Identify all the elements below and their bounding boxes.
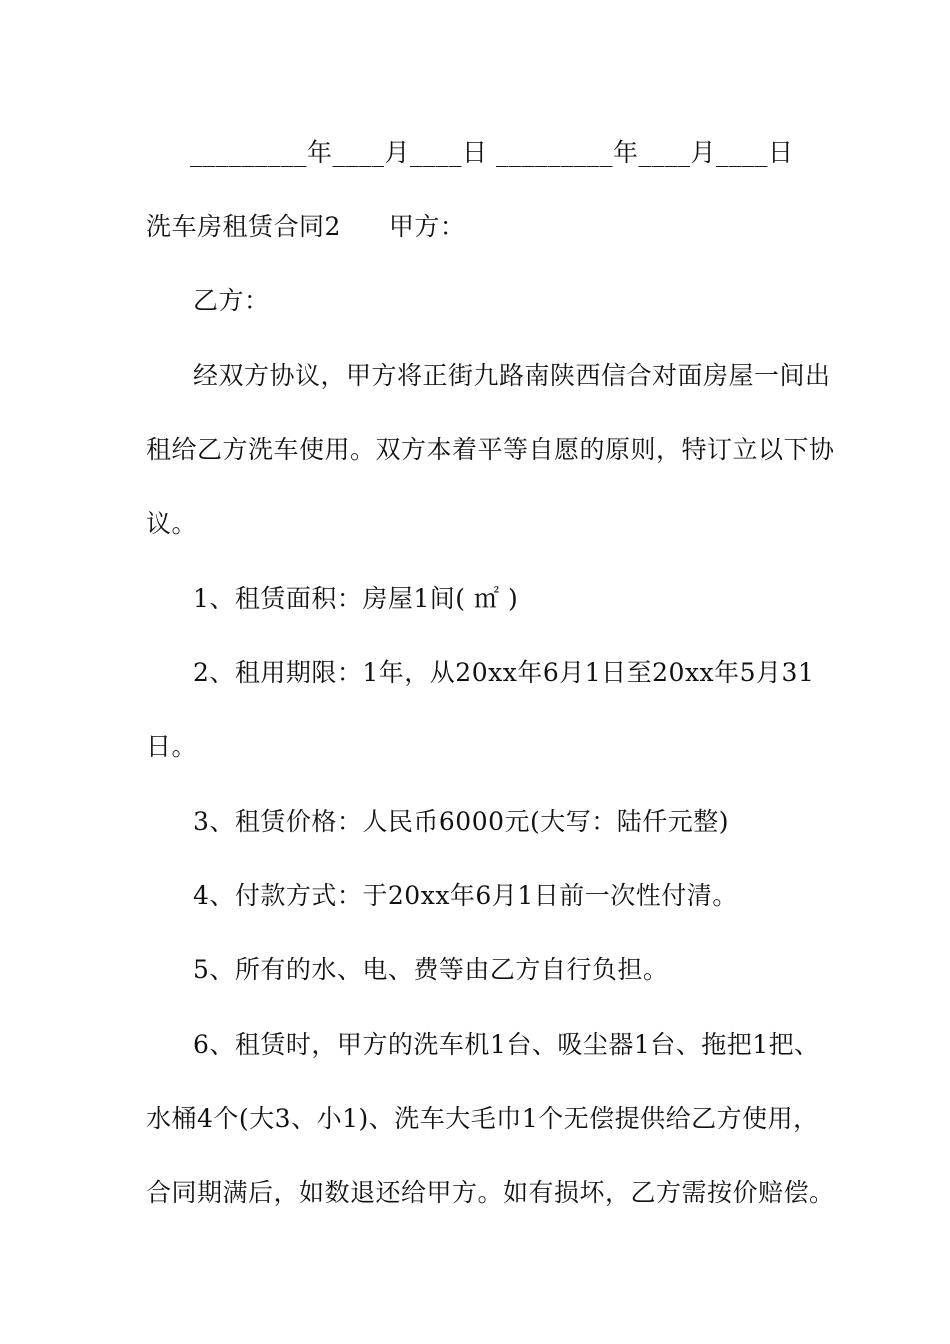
party-b-label: 乙方： (193, 286, 270, 315)
contract-title: 洗车房租赁合同2 (146, 212, 341, 241)
clause-1: 1、租赁面积：房屋1间( ㎡ ) (193, 584, 519, 613)
clause-2-line-1: 2、租用期限：1年，从20xx年6月1日至20xx年5月31 (193, 658, 815, 687)
clause-6-line-1: 6、租赁时，甲方的洗车机1台、吸尘器1台、拖把1把、 (193, 1030, 820, 1059)
clause-3: 3、租赁价格：人民币6000元(大写：陆仟元整) (193, 807, 730, 836)
clause-6-line-3: 合同期满后，如数退还给甲方。如有损坏，乙方需按价赔偿。 (146, 1178, 835, 1207)
intro-line-2: 租给乙方洗车使用。双方本着平等自愿的原则，特订立以下协 (146, 435, 835, 464)
clause-6-line-2: 水桶4个(大3、小1)、洗车大毛巾1个无偿提供给乙方使用， (146, 1104, 819, 1133)
intro-line-3: 议。 (146, 509, 198, 538)
intro-line-1: 经双方协议，甲方将正街九路南陕西信合对面房屋一间出 (193, 361, 831, 390)
clause-2-line-2: 日。 (146, 732, 198, 761)
party-a-label: 甲方： (388, 212, 466, 241)
clause-4: 4、付款方式：于20xx年6月1日前一次性付清。 (193, 881, 738, 910)
date-signature-line: _________年____月____日 _________年____月____日 (190, 138, 794, 167)
title-and-party-a-line (146, 212, 465, 242)
clause-5: 5、所有的水、电、费等由乙方自行负担。 (193, 955, 669, 984)
